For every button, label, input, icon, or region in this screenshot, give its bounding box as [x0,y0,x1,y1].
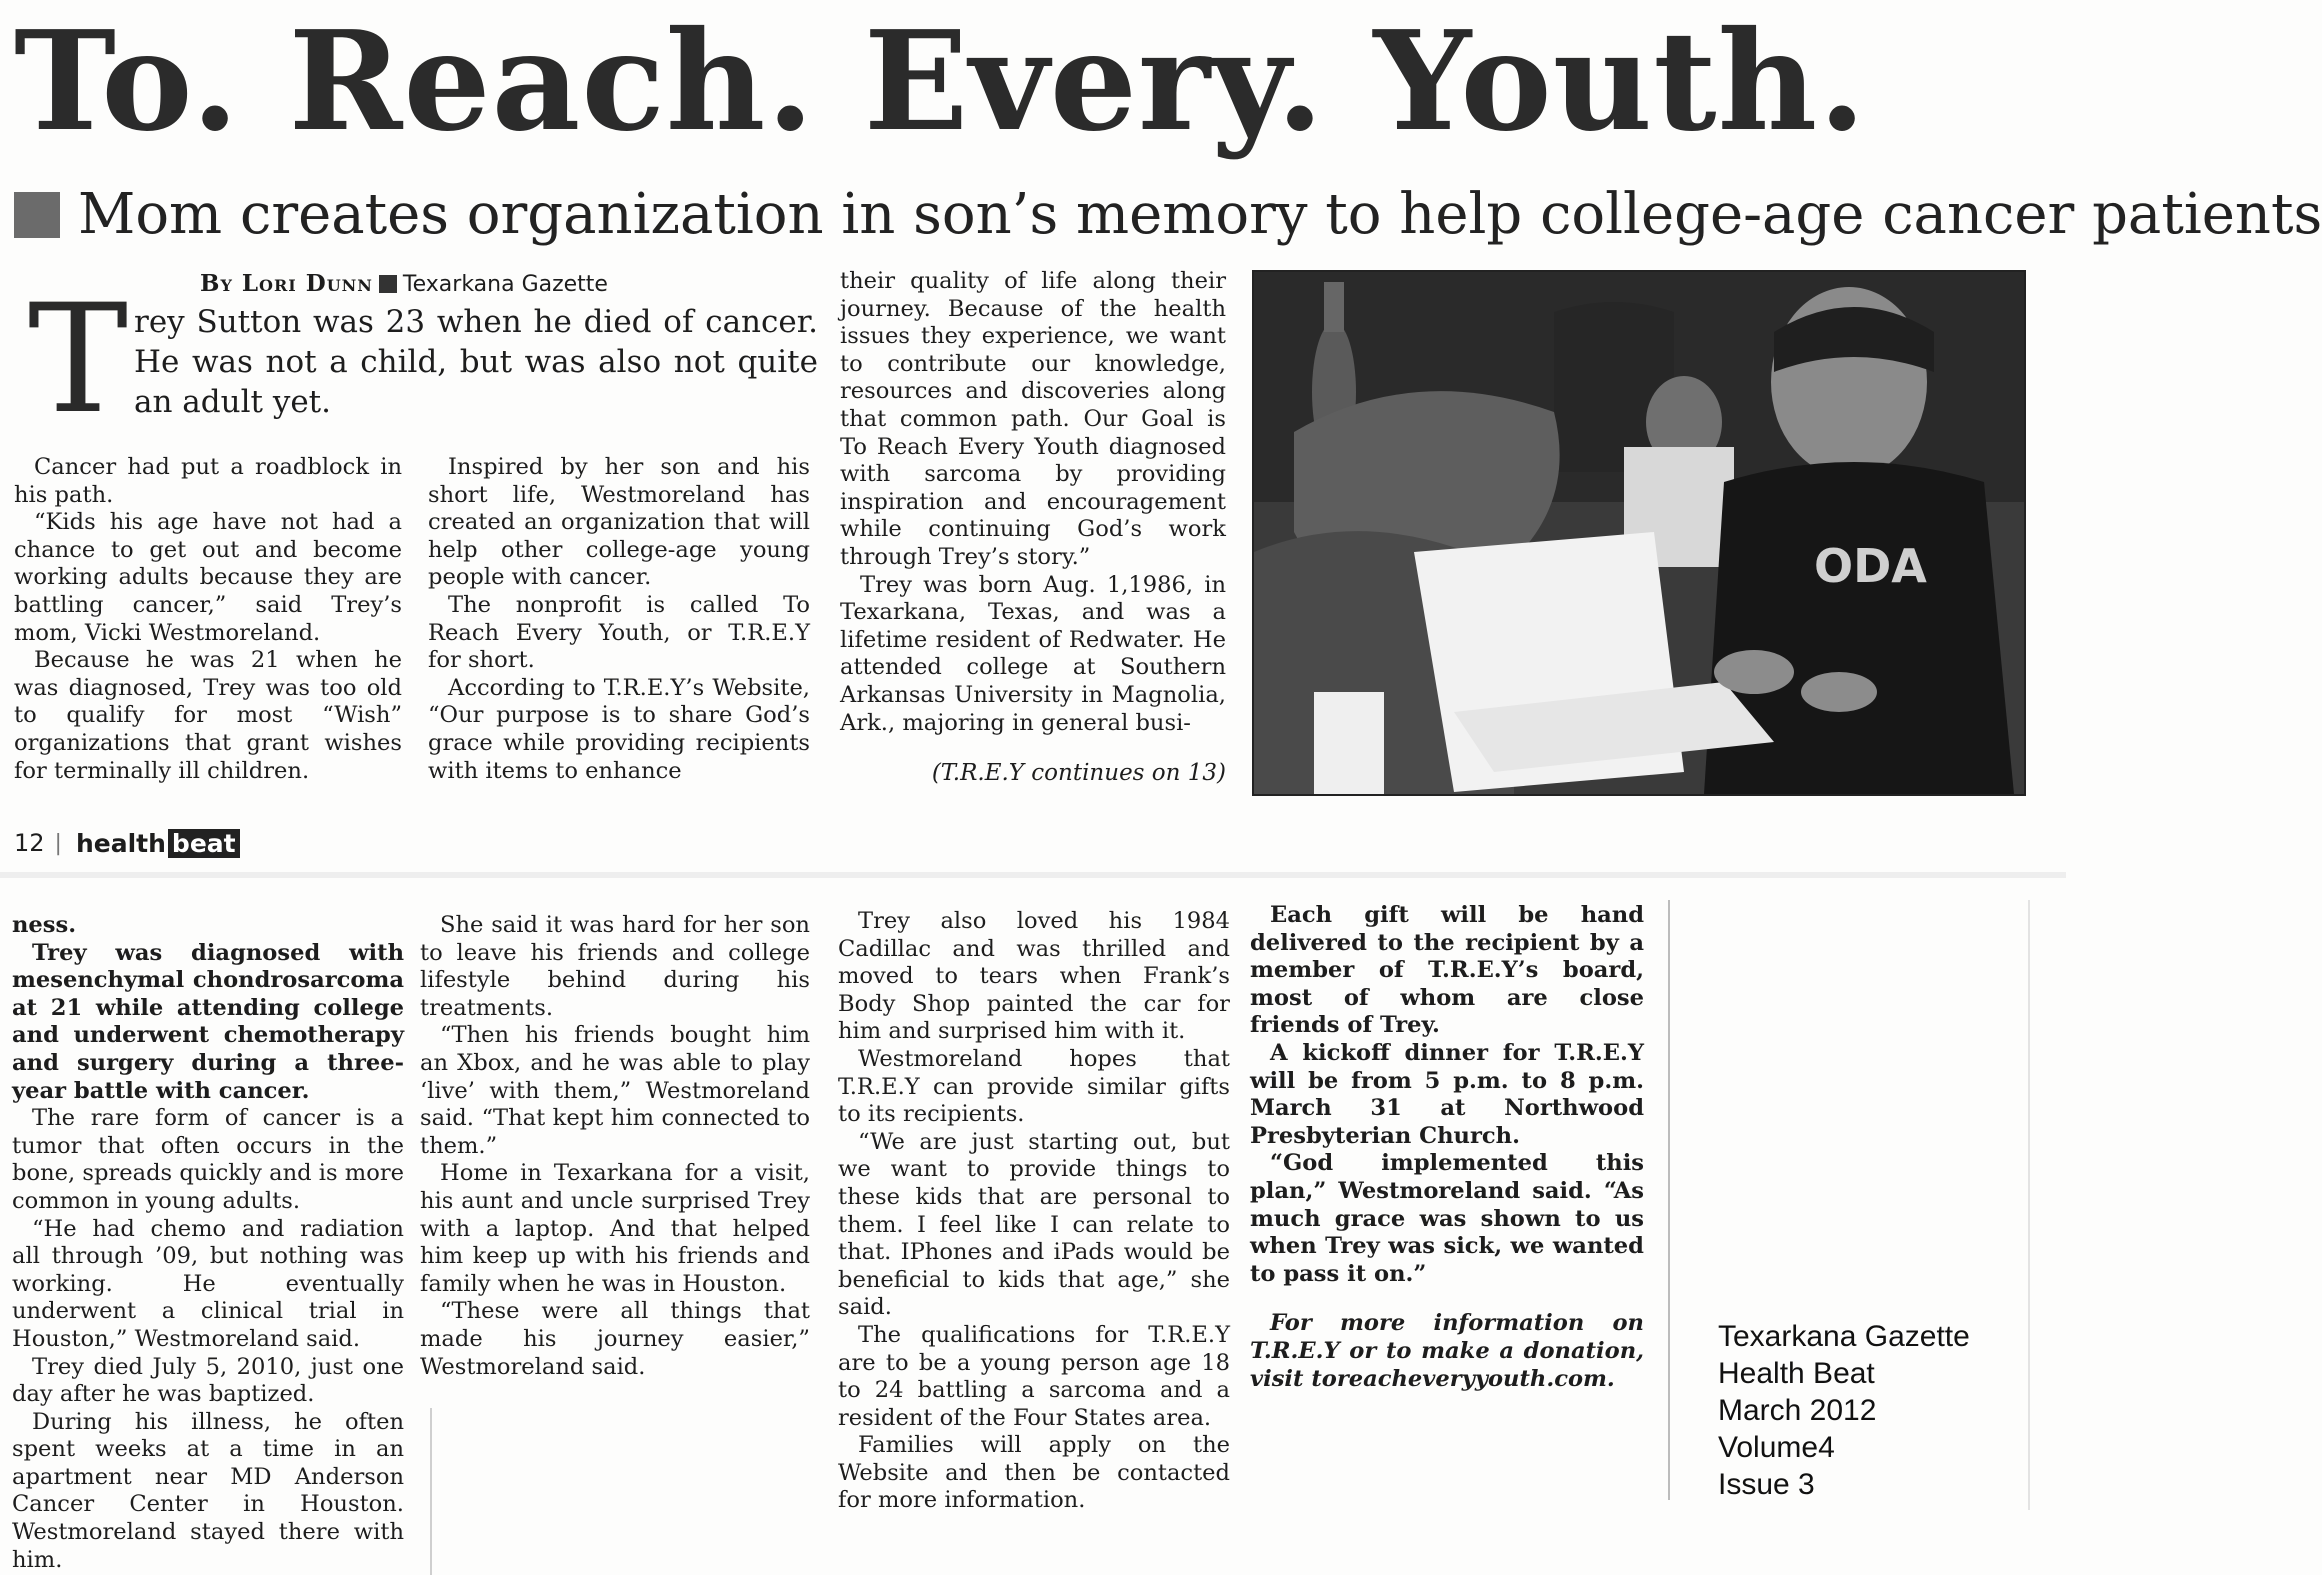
continued-column-3 [838,908,1230,1528]
lede-line: rey Sutton was 23 when he died of cancer. [134,304,818,340]
source-note-line: March 2012 [1718,1394,1877,1427]
column-rule [2028,900,2030,1510]
paragraph: Trey also loved his 1984 Cadillac and was thrilled and moved to tears when Frank’s Body Shop painted the car for him and surprised him with it. [838,908,1230,1045]
paragraph: The qualifications for T.R.E.Y are to be a young person age 18 to 24 battling a sarcoma and a resident of the Four States area. [838,1321,1230,1431]
paragraph: Inspired by her son and his short life, Westmoreland has created an organization that will help other college-age young people with cancer. [428,454,810,591]
page-number: 12 [14,829,45,857]
paragraph: Home in Texarkana for a visit, his aunt and uncle surprised Trey with a laptop. And that helped him keep up with his friends and family when he was in Houston. [420,1160,810,1297]
paragraph: “He had chemo and radiation all through ’09, but nothing was working. He eventually underwent a clinical trial in Houston,” Westmoreland said. [12,1215,404,1352]
subheadline-row [14,180,2322,250]
svg-text:ODA: ODA [1814,539,1927,593]
lede-paragraph [134,302,818,424]
paragraph: Each gift will be hand delivered to the recipient by a member of T.R.E.Y’s board, most of whom are close friends of Trey. [1250,902,1644,1039]
paragraph: She said it was hard for her son to leave his friends and college lifestyle behind during his treatments. [420,912,810,1021]
source-note-line: Texarkana Gazette [1718,1320,1970,1353]
photo-illustration [1254,272,2024,794]
paragraph: The rare form of cancer is a tumor that often occurs in the bone, spreads quickly and is more common in young adults. [12,1105,404,1214]
continued-column-4 [1250,902,1644,1392]
paragraph: Cancer had put a roadblock in his path. [14,454,402,508]
paragraph: A kickoff dinner for T.R.E.Y will be from 5 p.m. to 8 p.m. March 31 at Northwood Presbyterian Church. [1250,1039,1644,1149]
section-name-health: health [75,828,166,858]
paragraph: “Then his friends bought him an Xbox, and he was able to play ‘live’ with them,” Westmoreland said. “That kept him connected to them.” [420,1022,810,1159]
paragraph: Westmoreland hopes that T.R.E.Y can provide similar gifts to its recipients. [838,1045,1230,1128]
byline-author: By Lori Dunn [200,270,373,297]
column-rule [1668,900,1670,1500]
continued-column-1 [12,912,404,1575]
drop-cap: T [28,273,129,447]
source-note-line: Issue 3 [1718,1468,1815,1501]
subheadline: Mom creates organization in son’s memory to help college-age cancer patients [78,182,2322,247]
paragraph: Trey died July 5, 2010, just one day after he was baptized. [12,1353,404,1408]
paragraph: “These were all things that made his journey easier,” Westmoreland said. [420,1298,810,1380]
byline-paper: Texarkana Gazette [402,272,608,297]
article-column-2 [428,454,810,784]
byline [200,268,660,300]
source-note-line: Volume4 [1718,1431,1835,1464]
headline: To. Reach. Every. Youth. [14,1,1867,162]
paragraph: Because he was 21 when he was diagnosed, Trey was too old to qualify for most “Wish” organizations that grant wishes for terminally ill children. [14,647,402,784]
source-note [1718,1318,2028,1508]
page-fold-divider [0,872,2066,878]
article-column-1 [14,454,402,784]
article-column-3 [840,268,1226,788]
paragraph: “God implemented this plan,” Westmoreland said. “As much grace was shown to us when Trey was sick, we wanted to pass it on.” [1250,1150,1644,1287]
square-bullet-icon [379,275,397,293]
paragraph: The nonprofit is called To Reach Every Youth, or T.R.E.Y for short. [428,591,810,674]
footer-divider: | [54,830,62,856]
paragraph: ness. [12,912,77,938]
article-photo [1252,270,2026,796]
column-rule [430,1408,432,1575]
page-footer [14,826,414,860]
lede-line: an adult yet. [134,384,331,420]
paragraph: “We are just starting out, but we want to provide things to these kids that are personal to them. I feel like I can relate to that. IPhones and iPads would be beneficial to kids that age,” she said. [838,1128,1230,1321]
continued-line: (T.R.E.Y continues on 13) [931,760,1226,786]
continued-column-2 [420,912,810,1422]
paragraph: Trey was born Aug. 1,1986, in Texarkana, Texas, and was a lifetime resident of Redwater. He attended college at Southern Arkansas University in Magnolia, Ark., majoring in general busi- [840,571,1226,736]
paragraph: their quality of life along their journey. Because of the health issues they experience, we want to contribute our knowledge, resources and discoveries along that common path. Our Goal is To Reach Every Youth diagnosed with sarcoma by providing inspiration and encouragement while continuing God’s work through Trey’s story.” [840,268,1226,570]
paragraph: Trey was diagnosed with mesenchymal chondrosarcoma at 21 while attending college and underwent chemotherapy and surgery during a three-year battle with cancer. [12,939,404,1104]
section-name-beat: beat [168,829,240,858]
source-note-line: Health Beat [1718,1357,1875,1390]
square-bullet-icon [14,192,60,238]
paragraph: Families will apply on the Website and then be contacted for more information. [838,1432,1230,1514]
lede-line: He was not a child, but was also not quite [134,344,818,380]
paragraph: According to T.R.E.Y’s Website, “Our purpose is to share God’s grace while providing recipients with items to enhance [428,674,810,784]
paragraph: During his illness, he often spent weeks at a time in an apartment near MD Anderson Cancer Center in Houston. Westmoreland stayed there with him. [12,1408,404,1573]
more-info-note: For more information on T.R.E.Y or to make a donation, visit toreacheveryyouth.com. [1250,1310,1644,1392]
paragraph: “Kids his age have not had a chance to get out and become working adults because they are battling cancer,” said Trey’s mom, Vicki Westmoreland. [14,509,402,646]
